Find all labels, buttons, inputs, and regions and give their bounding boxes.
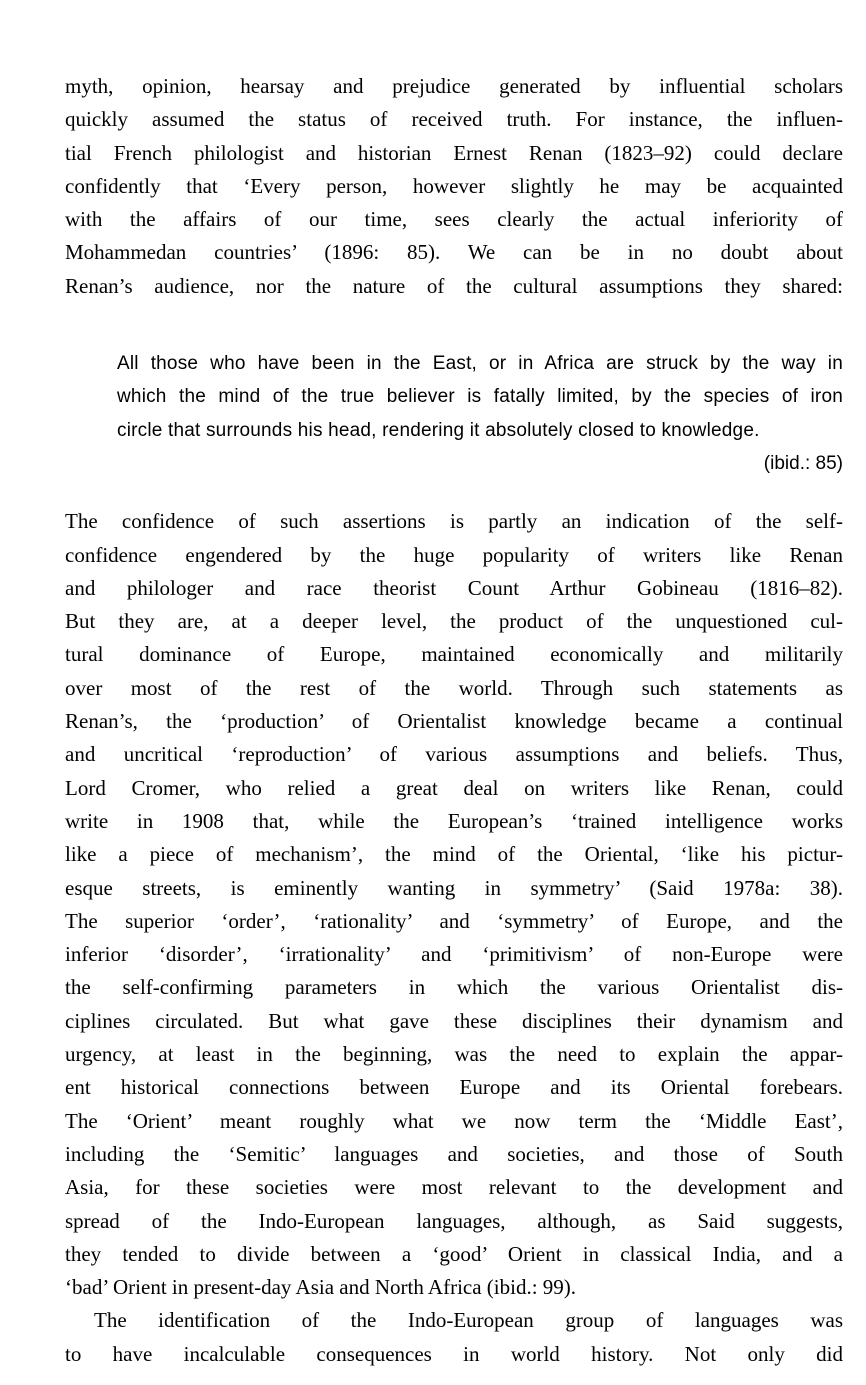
text-line: But they are, at a deeper level, the product of the unquestioned cul- [65,609,843,634]
text-line: confidently that ‘Every person, however slightly he may be acquainted [65,173,843,198]
text-line: tural dominance of Europe, maintained economically and militarily [65,642,843,667]
text-line: Renan’s audience, nor the nature of the cultural assumptions they shared: [65,273,843,298]
opening-paragraph [65,70,843,303]
text-line: inferior ‘disorder’, ‘irrationality’ and ‘primitivism’ of non-Europe were [65,942,843,967]
text-line: Mohammedan countries’ (1896: 85). We can be in no doubt about [65,240,843,265]
text-line: like a piece of mechanism’, the mind of the Oriental, ‘like his pictur- [65,842,843,867]
text-line: and uncritical ‘reproduction’ of various assumptions and beliefs. Thus, [65,742,843,767]
text-line: circle that surrounds his head, rendering it absolutely closed to knowledge. [117,419,760,441]
text-line: to have incalculable consequences in world history. Not only did [65,1341,843,1366]
text-line: quickly assumed the status of received truth. For instance, the influen- [65,107,843,132]
text-line: over most of the rest of the world. Through such statements as [65,675,843,700]
text-line: spread of the Indo-European languages, although, as Said suggests, [65,1208,843,1233]
text-line: Lord Cromer, who relied a great deal on writers like Renan, could [65,775,843,800]
text-line: The ‘Orient’ meant roughly what we now term the ‘Middle East’, [65,1108,843,1133]
text-line: with the affairs of our time, sees clearly the actual inferiority of [65,207,843,232]
text-line: Renan’s, the ‘production’ of Orientalist knowledge became a continual [65,709,843,734]
text-line: the self-confirming parameters in which the various Orientalist dis- [65,975,843,1000]
text-line: confidence engendered by the huge popularity of writers like Renan [65,542,843,567]
text-line: urgency, at least in the beginning, was the need to explain the appar- [65,1042,843,1067]
quote-attribution: (ibid.: 85) [763,452,843,474]
block-quote [117,347,843,447]
text-line: including the ‘Semitic’ languages and societies, and those of South [65,1141,843,1166]
final-paragraph [65,1304,843,1371]
text-line: The confidence of such assertions is partly an indication of the self- [65,509,843,534]
text-line: All those who have been in the East, or in Africa are struck by the way in [117,353,843,375]
text-line: tial French philologist and historian Ernest Renan (1823–92) could declare [65,140,843,165]
text-line: ent historical connections between Europe and its Oriental forebears. [65,1075,843,1100]
text-line: myth, opinion, hearsay and prejudice generated by influential scholars [65,74,843,98]
text-line: they tended to divide between a ‘good’ Orient in classical India, and a [65,1241,843,1266]
text-line: ‘bad’ Orient in present-day Asia and North Africa (ibid.: 99). [65,1275,577,1300]
body-paragraph [65,505,843,1304]
text-line: which the mind of the true believer is fatally limited, by the species of iron [117,386,843,408]
text-line: esque streets, is eminently wanting in symmetry’ (Said 1978a: 38). [65,875,843,900]
text-line: The identification of the Indo-European group of languages was [94,1308,843,1333]
text-line: and philologer and race theorist Count Arthur Gobineau (1816–82). [65,575,843,600]
text-line: ciplines circulated. But what gave these disciplines their dynamism and [65,1008,843,1033]
text-line: Asia, for these societies were most relevant to the development and [65,1175,843,1200]
text-line: write in 1908 that, while the European’s ‘trained intelligence works [65,808,843,833]
text-line: The superior ‘order’, ‘rationality’ and ‘symmetry’ of Europe, and the [65,908,843,933]
